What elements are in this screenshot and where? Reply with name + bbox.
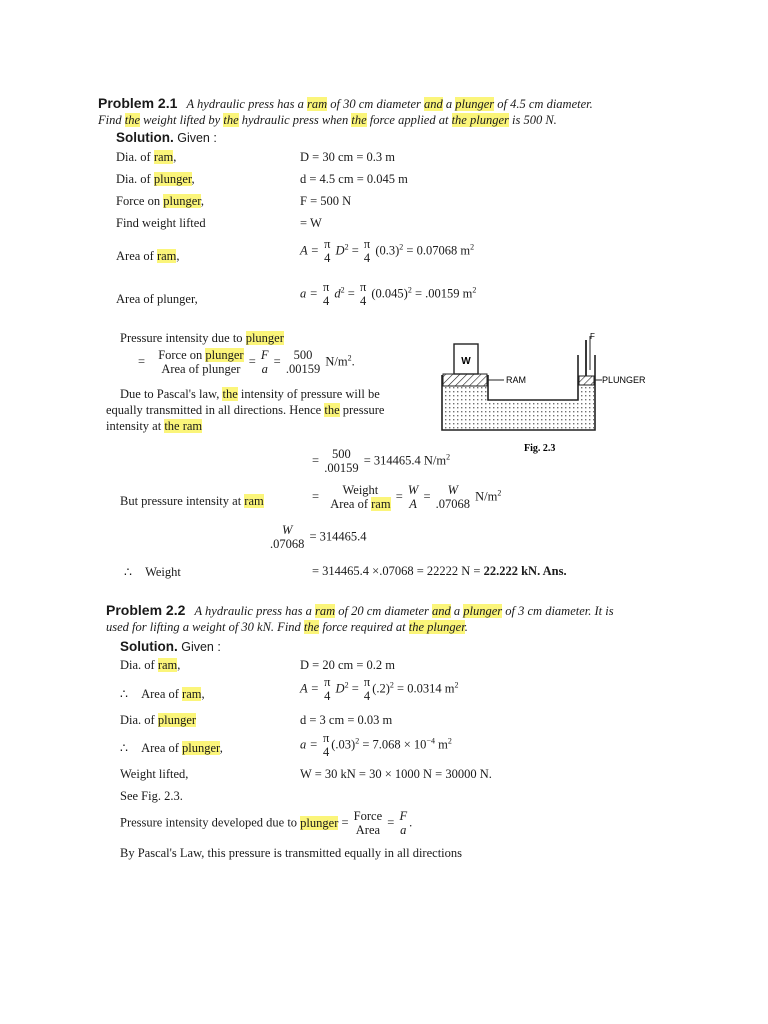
given-label: ,: [200, 194, 205, 208]
problem-2-1-title: Problem 2.1: [98, 95, 178, 111]
label-text: Dia. of: [120, 713, 158, 727]
statement-text: used for lifting a weight of 30 kN. Find: [106, 620, 304, 634]
highlight: the: [124, 113, 141, 127]
body-text: intensity at: [106, 419, 165, 433]
result: = 0.07068 m: [406, 243, 471, 258]
force-label: F: [590, 332, 595, 341]
label-text: ,: [177, 658, 181, 672]
statement-text: .: [464, 620, 468, 634]
highlight: the: [222, 387, 238, 401]
statement-text: of 3 cm diameter. It is: [502, 604, 614, 618]
denominator: [328, 498, 392, 512]
given-row: [116, 216, 206, 231]
highlight: ram: [157, 658, 178, 672]
denominator: 4: [322, 293, 330, 308]
highlight: the: [324, 403, 340, 417]
highlight: ram: [156, 249, 177, 263]
solution-label: Solution.: [116, 130, 174, 145]
hydraulic-press-figure: [440, 330, 660, 460]
given-label: Given :: [177, 640, 221, 654]
numerator: W: [281, 523, 293, 537]
label-text: Area of: [141, 687, 183, 701]
given-row: [116, 172, 195, 187]
problem-2-2-solution-heading: [120, 639, 221, 655]
numerator: π: [322, 280, 330, 294]
solution-label: Solution.: [120, 639, 178, 654]
area-ram-label: [116, 249, 180, 264]
weight-result: [312, 564, 567, 579]
highlight: and: [432, 604, 451, 618]
numerator: F: [260, 348, 269, 362]
given-label: Given :: [173, 131, 217, 145]
statement-text: hydraulic press when: [238, 113, 352, 127]
fraction: [259, 349, 271, 377]
result: = .00159 m: [414, 286, 473, 301]
highlight: the: [303, 620, 320, 634]
numerator: π: [322, 731, 330, 745]
statement-text: weight lifted by: [140, 113, 224, 127]
pascal-law-line: By Pascal's Law, this pressure is transmitted equally in all directions: [120, 846, 462, 860]
fraction: [362, 676, 372, 704]
body-text: intensity of pressure will be: [237, 387, 380, 401]
equals: =: [248, 354, 256, 369]
given-label: Dia. of: [116, 150, 154, 164]
weight-label-row: [124, 564, 181, 580]
highlight: plunger: [455, 97, 495, 111]
symbol: D: [335, 681, 345, 696]
therefore-symbol: ∴: [120, 687, 128, 701]
eq-lhs: A =: [300, 243, 319, 258]
statement-text: of 30 cm diameter: [327, 97, 424, 111]
area-plunger-equation: a = π 4 $d^2$ = π 4 $(0.045)^2 = .00159$ $m^2$: [300, 280, 477, 308]
area-plunger-equation: a = π 4 $(.03)^2 = 7.068 \times 10^{-4}$ $m^2$: [300, 731, 452, 759]
numerator: [156, 349, 245, 363]
fraction: [406, 484, 420, 512]
label-text: Area of: [141, 741, 183, 755]
label-text: But pressure intensity at: [120, 494, 245, 508]
equals: =: [347, 286, 355, 301]
numerator: 500: [293, 348, 313, 362]
fraction: [321, 281, 331, 309]
symbol: D: [335, 243, 345, 258]
given-label: Force on: [116, 194, 164, 208]
fraction: [434, 484, 472, 512]
highlight: plunger: [463, 604, 503, 618]
statement-text: a: [450, 604, 464, 618]
numerator: Force: [353, 809, 383, 823]
denominator: 4: [324, 250, 331, 265]
body-text: Due to Pascal's law,: [120, 387, 223, 401]
given-value: d = 4.5 cm = 0.045 m: [300, 172, 408, 186]
denominator: 4: [322, 744, 330, 759]
highlight: ram: [306, 97, 328, 111]
body-text: pressure: [339, 403, 385, 417]
value: (.2): [372, 681, 390, 696]
problem-2-2-title: Problem 2.2: [106, 602, 186, 618]
denominator: .07068: [270, 536, 305, 551]
numerator: π: [363, 675, 371, 689]
ram-pressure-label: [120, 494, 264, 509]
problem-2-1-solution-heading: [116, 130, 217, 146]
equals: =: [351, 243, 359, 258]
given-label: Dia. of: [116, 172, 154, 186]
pascal-line-3: [106, 419, 202, 434]
label-text: Area of: [116, 249, 157, 263]
given-label: ,: [191, 172, 195, 186]
denominator: .07068: [435, 496, 470, 511]
label-text: Pressure intensity developed due to: [120, 815, 301, 830]
label-text: Weight: [145, 565, 181, 579]
value: (0.045): [371, 286, 408, 301]
highlight: ram: [153, 150, 174, 164]
weight-label: W: [461, 356, 471, 367]
see-fig: See Fig. 2.3.: [120, 789, 183, 803]
numerator: 500: [332, 447, 351, 461]
label-text: Pressure intensity due to: [120, 331, 246, 345]
area-ram-equation: A = π 4 $D^2$ = π 4 $(.2)^2 = 0.0314$ $m^2$: [300, 675, 459, 703]
highlight: ram: [371, 496, 391, 511]
given-value: F = 500 N: [300, 194, 352, 208]
given-row: [116, 150, 176, 165]
numerator: W: [407, 483, 419, 497]
ram-pressure-equation: = Weight Area of ram = W A = W .07068 $N/m^2$: [312, 483, 502, 511]
plunger-piston: [579, 376, 594, 385]
fluid: [443, 400, 594, 429]
highlight: ram: [182, 687, 202, 701]
area-ram-equation: A = π 4 $D^2$ = π 4 $(0.3)^2 = 0.07068$ $m^2$: [300, 237, 475, 265]
equals: =: [138, 354, 146, 369]
equals: =: [273, 354, 281, 369]
statement-text: force required at: [319, 620, 409, 634]
statement-text: Find: [98, 113, 125, 127]
pascal-line-1: [120, 387, 380, 402]
highlight: the: [351, 113, 367, 127]
fraction: [322, 238, 332, 266]
given-row: [116, 194, 204, 209]
problem-2-2-statement-line-1: [106, 602, 614, 619]
num-text: Force on: [158, 348, 206, 362]
ram-piston: [443, 374, 487, 386]
eq-lhs: A =: [300, 681, 319, 696]
problem-2-1-statement-line-1: [98, 95, 593, 112]
highlight: plunger: [153, 172, 192, 186]
highlight: plunger: [245, 331, 284, 345]
equals: =: [351, 681, 359, 696]
numerator: π: [359, 280, 367, 294]
dia-ram-value: D = 20 cm = 0.2 m: [300, 658, 395, 672]
highlight: ram: [314, 604, 336, 618]
numerator: π: [363, 237, 371, 251]
fraction: [322, 676, 332, 704]
fraction: [397, 810, 409, 838]
numerator: W: [447, 483, 459, 497]
numerator: π: [324, 237, 331, 251]
pressure-heading: [120, 331, 284, 346]
highlight: and: [424, 97, 443, 111]
numerator: F: [399, 809, 408, 823]
highlight: plunger: [300, 815, 339, 830]
dia-ram-label: [120, 658, 180, 673]
exponent: −4: [426, 736, 435, 746]
numerator: Weight: [342, 483, 379, 497]
pressure-value-equation: = 500 .00159 = 314465.4 $N/m^2$: [312, 447, 451, 475]
statement-text: of 20 cm diameter: [335, 604, 432, 618]
highlight: plunger: [163, 194, 201, 208]
fluid: [579, 385, 594, 400]
given-value: D = 30 cm = 0.3 m: [300, 150, 395, 164]
statement-text: is 500 N.: [508, 113, 557, 127]
denominator: A: [409, 496, 417, 511]
plunger-label: PLUNGER: [602, 375, 646, 385]
value: (.03): [331, 737, 356, 752]
statement-text: force applied at: [366, 113, 452, 127]
problem-2-1-statement-line-2: [98, 113, 557, 128]
denominator: a: [261, 361, 268, 376]
denominator: 4: [324, 688, 331, 703]
result: = 314465.4: [309, 529, 367, 544]
statement-text: a: [442, 97, 456, 111]
pressure-fraction: = Force on plunger Area of plunger = F a = 500 .00159 $N/m^2$.: [138, 348, 355, 376]
ram-label: RAM: [506, 375, 526, 385]
label-text: Dia. of: [120, 658, 158, 672]
fraction: [156, 349, 245, 377]
area-plunger-label: [120, 740, 223, 756]
fraction: [322, 448, 360, 476]
unit: N/m: [475, 489, 498, 504]
fraction: [352, 810, 384, 838]
pressure-developed-equation: [120, 810, 412, 838]
equals: =: [423, 489, 431, 504]
statement-text: A hydraulic press has a: [194, 604, 315, 618]
highlight: the: [223, 113, 239, 127]
weight-lifted-value: W = 30 kN = 30 × 1000 N = 30000 N.: [300, 767, 492, 781]
highlight: plunger: [205, 348, 244, 362]
body-text: equally transmitted in all directions. Hence: [106, 403, 325, 417]
equals: =: [341, 815, 349, 830]
w-equation: [268, 524, 367, 552]
result: = 7.068 × 10: [362, 737, 427, 752]
denominator: Area: [355, 822, 381, 837]
denominator: 4: [359, 293, 367, 308]
equals: =: [312, 489, 320, 504]
highlight: the ram: [164, 419, 203, 433]
problem-2-2-statement-line-2: [106, 620, 468, 635]
fraction: [358, 281, 368, 309]
label-text: ,: [201, 687, 205, 701]
answer: 22.222 kN. Ans.: [483, 564, 567, 578]
eq-lhs: a =: [300, 286, 318, 301]
therefore-symbol: ∴: [124, 565, 132, 579]
given-value: = W: [300, 216, 322, 230]
unit: m: [434, 737, 448, 752]
equals: =: [387, 815, 395, 830]
result: = 314465.4 ×.07068 = 22222 N =: [312, 564, 484, 578]
ram-cylinder-wall: [488, 355, 578, 400]
unit: N/m: [325, 354, 348, 369]
figure-caption: Fig. 2.3: [524, 443, 556, 454]
fraction: [328, 484, 392, 512]
denominator: .00159: [285, 361, 321, 376]
denominator: 4: [363, 688, 371, 703]
denominator: .00159: [324, 460, 359, 475]
area-plunger-label: Area of plunger,: [116, 292, 198, 306]
punct: .: [409, 815, 413, 830]
result: = 0.0314 m: [397, 681, 455, 696]
punct: .: [351, 354, 355, 369]
given-label: Find weight lifted: [116, 216, 206, 230]
value: (0.3): [375, 243, 400, 258]
label-text: ,: [176, 249, 180, 263]
weight-lifted-label: Weight lifted,: [120, 767, 189, 781]
label-text: ,: [219, 741, 223, 755]
given-label: ,: [173, 150, 177, 164]
fluid: [443, 386, 487, 400]
fraction: [321, 732, 331, 760]
highlight: the plunger: [408, 620, 465, 634]
denominator: a: [400, 822, 407, 837]
fraction: [284, 349, 322, 377]
denominator: Area of plunger: [161, 361, 241, 376]
pascal-line-2: [106, 403, 384, 418]
result: = 314465.4 N/m: [363, 453, 447, 468]
symbol: d: [334, 286, 341, 301]
den-text: Area of: [330, 496, 372, 511]
statement-text: of 4.5 cm diameter.: [494, 97, 593, 111]
highlight: plunger: [157, 713, 197, 727]
denominator: 4: [363, 250, 371, 265]
fraction: [268, 524, 306, 552]
fraction: [362, 238, 372, 266]
numerator: π: [324, 675, 331, 689]
equals: =: [395, 489, 403, 504]
highlight: plunger: [182, 741, 220, 755]
equals: =: [312, 453, 320, 468]
therefore-symbol: ∴: [120, 741, 128, 755]
eq-lhs: a =: [300, 737, 318, 752]
highlight: ram: [244, 494, 264, 508]
dia-plunger-label: [120, 713, 196, 728]
highlight: the plunger: [451, 113, 509, 127]
statement-text: A hydraulic press has a: [186, 97, 307, 111]
dia-plunger-value: d = 3 cm = 0.03 m: [300, 713, 393, 727]
area-ram-label: [120, 686, 205, 702]
